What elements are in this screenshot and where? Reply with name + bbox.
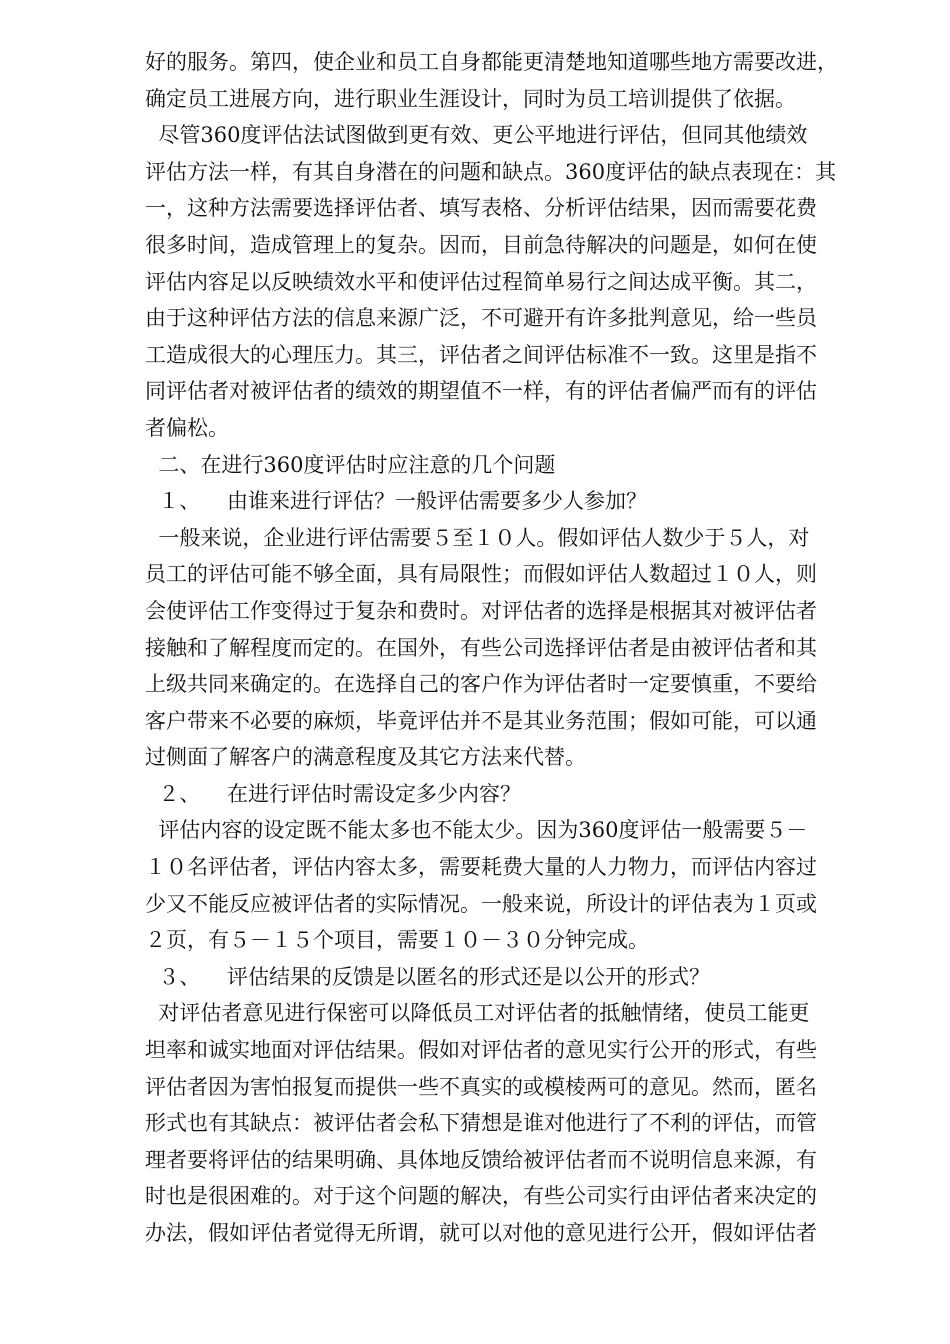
text-line: 者偏松。: [145, 415, 229, 440]
text-line: 尽管360度评估法试图做到更有效、更公平地进行评估，但同其他绩效: [145, 123, 808, 148]
text-line: 由于这种评估方法的信息来源广泛，不可避开有许多批判意见，给一些员: [145, 306, 817, 331]
text-line: 客户带来不必要的麻烦，毕竟评估并不是其业务范围；假如可能，可以通: [145, 708, 817, 733]
text-line: 确定员工进展方向，进行职业生涯设计，同时为员工培训提供了依据。: [145, 86, 796, 111]
text-line: 同评估者对被评估者的绩效的期望值不一样，有的评估者偏严而有的评估: [145, 379, 817, 404]
text-line: 理者要将评估的结果明确、具体地反馈给被评估者而不说明信息来源，有: [145, 1147, 817, 1172]
text-line: 对评估者意见进行保密可以降低员工对评估者的抵触情绪，使员工能更: [145, 1001, 810, 1026]
text-line: 评估者因为害怕报复而提供一些不真实的或模棱两可的意见。然而，匿名: [145, 1074, 817, 1099]
subsection-heading: ３、 评估结果的反馈是以匿名的形式还是以公开的形式？: [145, 964, 711, 989]
text-line: 接触和了解程度而定的。在国外，有些公司选择评估者是由被评估者和其: [145, 635, 817, 660]
document-body: [145, 44, 885, 1252]
text-line: 坦率和诚实地面对评估结果。假如对评估者的意见实行公开的形式，有些: [145, 1038, 817, 1063]
text-line: 形式也有其缺点：被评估者会私下猜想是谁对他进行了不利的评估，而管: [145, 1111, 817, 1136]
text-line: 办法，假如评估者觉得无所谓，就可以对他的意见进行公开，假如评估者: [145, 1221, 817, 1245]
text-line: １０名评估者，评估内容太多，需要耗费大量的人力物力，而评估内容过: [145, 855, 817, 880]
subsection-heading: １、 由谁来进行评估？一般评估需要多少人参加？: [145, 489, 648, 514]
text-line: 过侧面了解客户的满意程度及其它方法来代替。: [145, 745, 586, 770]
subsection-heading: ２、 在进行评估时需设定多少内容？: [145, 781, 522, 806]
text-line: 一般来说，企业进行评估需要５至１０人。假如评估人数少于５人，对: [145, 525, 810, 550]
text-line: 工造成很大的心理压力。其三，评估者之间评估标准不一致。这里是指不: [145, 342, 817, 367]
text-line: 一，这种方法需要选择评估者、填写表格、分析评估结果，因而需要花费: [145, 196, 817, 221]
text-line: 员工的评估可能不够全面，具有局限性；而假如评估人数超过１０人，则: [145, 562, 817, 587]
text-line: 很多时间，造成管理上的复杂。因而，目前急待解决的问题是，如何在使: [145, 232, 817, 257]
text-line: 评估方法一样，有其自身潜在的问题和缺点。360度评估的缺点表现在：其: [145, 159, 837, 184]
text-line: 会使评估工作变得过于复杂和费时。对评估者的选择是根据其对被评估者: [145, 598, 817, 623]
text-line: 时也是很困难的。对于这个问题的解决，有些公司实行由评估者来决定的: [145, 1184, 817, 1209]
text-line: 好的服务。第四，使企业和员工自身都能更清楚地知道哪些地方需要改进，: [145, 50, 838, 74]
text-line: ２页，有５－１５个项目，需要１０－３０分钟完成。: [145, 928, 649, 953]
text-line: 评估内容足以反映绩效水平和使评估过程简单易行之间达成平衡。其二，: [145, 269, 817, 294]
text-line: 上级共同来确定的。在选择自己的客户作为评估者时一定要慎重，不要给: [145, 672, 817, 697]
text-line: 评估内容的设定既不能太多也不能太少。因为360度评估一般需要５－: [145, 818, 808, 843]
text-line: 少又不能反应被评估者的实际情况。一般来说，所设计的评估表为１页或: [145, 891, 817, 916]
section-heading: 二、在进行360度评估时应注意的几个问题: [145, 452, 556, 477]
